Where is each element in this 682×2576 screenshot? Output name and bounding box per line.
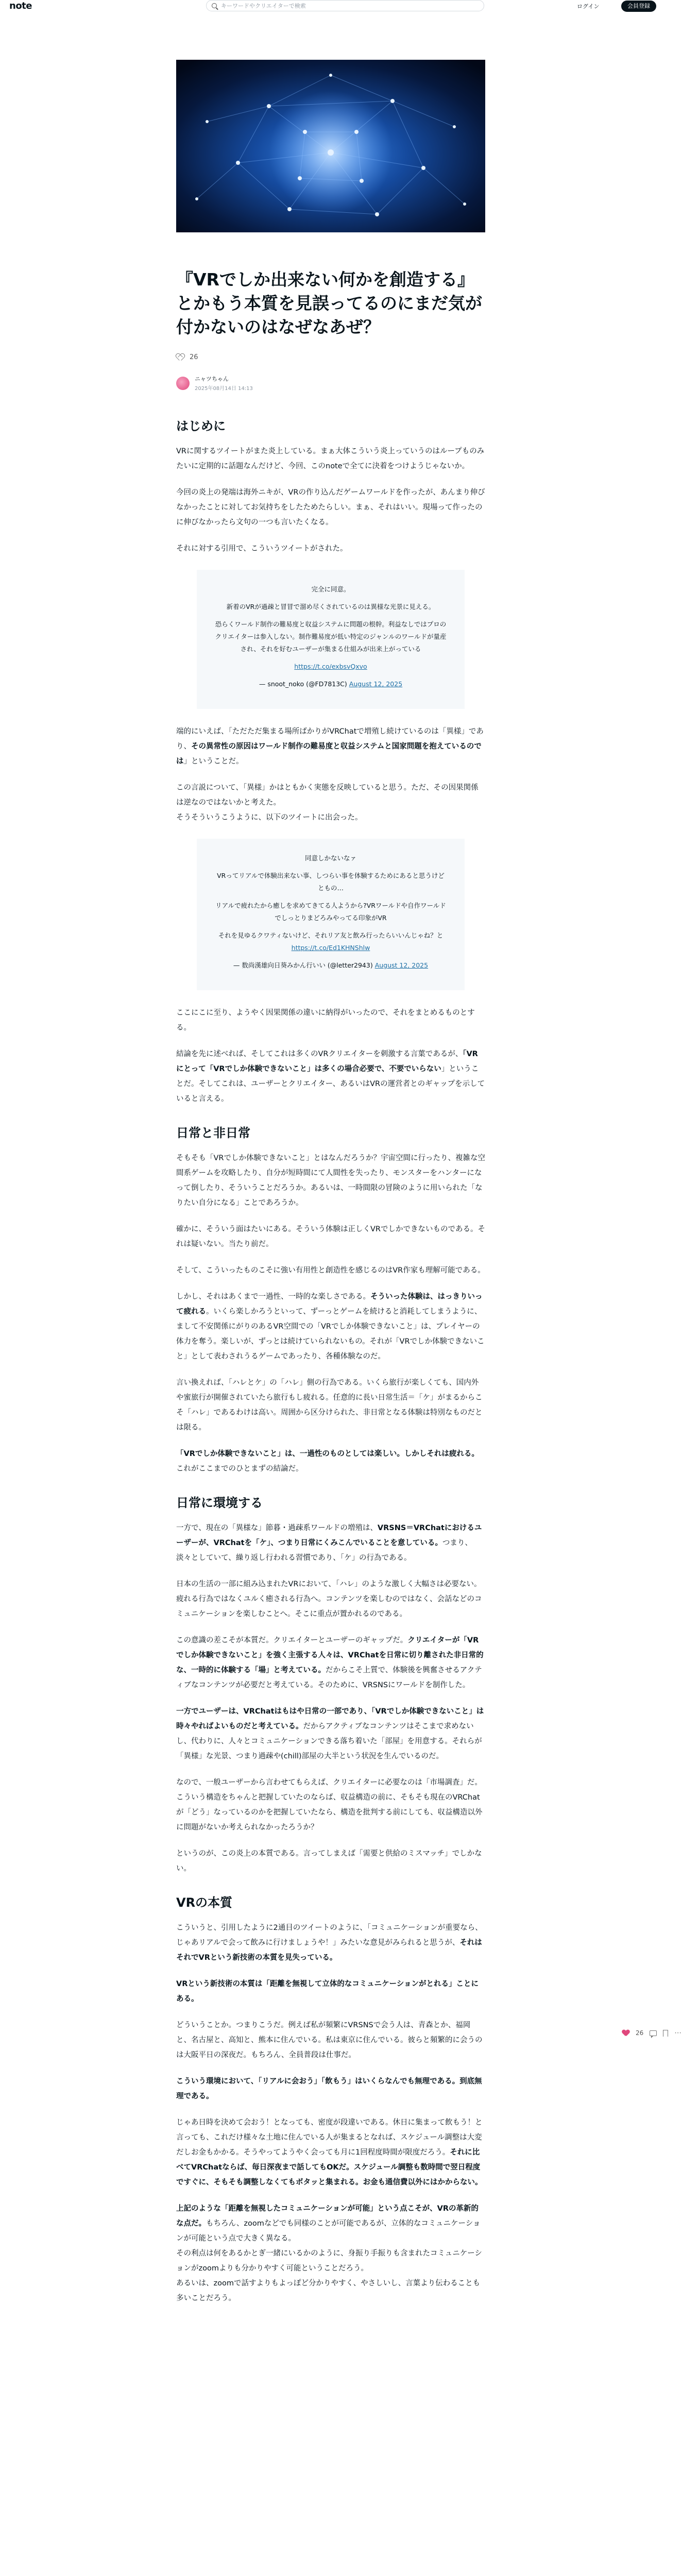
article-title: 『VRでしか出来ない何かを創造する』とかもう本質を見誤ってるのにまだ気が付かないのはなぜなあぜ？: [176, 269, 482, 337]
like-heart-icon[interactable]: [176, 354, 183, 361]
tweet-date-link[interactable]: August 12, 2025: [374, 961, 429, 969]
paragraph: 一方でユーザーは、VRChatはもはや日常の一部であり、「VRでしか体験できないこと」は時々やればよいものだと考えている。だからアクティブなコンテンツはそこまで求めないし、代わりに、人々とコミュニケーションできる落ち着いた「部屋」を用意する。それらが「異様」な光景、つまり過疎や(chill)部屋の大半という状況を生んでいるのだ。: [176, 1707, 484, 1760]
tweet-line: 恐らくワールド制作の難易度と収益システムに問題の根幹。利益なしではプロのクリエイターは参入しない。制作難易度が低い特定のジャンルのワールドが量産され、それを好むユーザーが集まる仕組みが出来上がっている: [215, 620, 447, 653]
paragraph: なので、一般ユーザーから言わせてもらえば、クリエイターに必要なのは「市場調査」だ。こういう構造をちゃんと把握していたのならば、収益構造の前に、そもそも現在のVRChatが「どう」なっているのかを把握していたなら、構造を批判する前にしても、収益構造以外に問題がないか考えられなかったろうか？: [176, 1778, 483, 1832]
tweet-author: — snoot_noko (@FD7813C): [259, 680, 349, 688]
paragraph: 「VRでしか体験できないこと」は、一過性のものとしては楽しい。しかしそれは疲れる。これがここまでのひとまずの結論だ。: [176, 1450, 479, 1473]
search-icon: [212, 3, 217, 8]
paragraph: というのが、この炎上の本質である。言ってしまえば「需要と供給のミスマッチ」でしかない。: [176, 1850, 482, 1873]
section-heading-intro: はじめに: [176, 419, 226, 433]
tweet-line: それを見ゆるクワティないけど、それリア友と飲み行ったらいいんじゃね？と: [218, 931, 444, 939]
signup-button[interactable]: 会員登録: [621, 1, 656, 12]
paragraph: それに対する引用で、こういうツイートがされた。: [176, 545, 348, 553]
paragraph: 上記のような「距離を無視したコミュニケーションが可能」という点こそが、VRの革新的な点だ。もちろん、zoomなどでも同様のことが可能であるが、立体的なコミュニケーションが可能という点で大きく異なる。 その利点は何をあるかとぎ一緒にいるかのように、身振り手振りも含まれたコミュニケーションがzoomよりも分かりやすく可能ということだろう。 あるいは、zoomで話すよりもよっぽど分かりやすく、やさしいし、言葉より伝わることも多いことだろう。: [176, 2205, 482, 2302]
tweet-author: — 数尚漢雄向日葵みかん行いい (@letter2943): [233, 961, 375, 969]
tweet-date-link[interactable]: August 12, 2025: [349, 680, 403, 688]
tweet-link[interactable]: https://t.co/exbsvQxvo: [294, 663, 367, 670]
search-placeholder: キーワードやクリエイターで検索: [221, 3, 306, 9]
tweet-line: 完全に同意。: [311, 585, 350, 593]
paragraph: どういうことか。つまりこうだ。例えば私が頻繁にVRSNSで会う人は、青森とか、福岡と、名古屋と、高知と、熊本に住んでいる。私は東京に住んでいる。彼らと頻繁的に会うのは大阪平日の深夜だ。もちろん、全員普段は仕事だ。: [176, 2021, 483, 2059]
paragraph: この言説について、「異様」かはともかく実態を反映していると思う。ただ、その因果関係は逆なのではないかと考えた。 そうそういうこうように、以下のツイートに出会った。: [176, 784, 479, 822]
article-body: [176, 417, 485, 2317]
paragraph: 一方で、現在の「異様な」節暮・過疎系ワールドの増殖は、VRSNS＝VRChatにおけるユーザーが、VRChatを「ケ」、つまり日常にくみこんでいることを意している。つまり、淡々としていて、繰り返し行われる習慣であり、「ケ」の行為である。: [176, 1524, 482, 1562]
tweet-line: 同意しかないなァ: [304, 854, 356, 862]
bookmark-icon[interactable]: [663, 2030, 668, 2037]
author-name[interactable]: ニャツちゃん: [195, 376, 229, 382]
tweet-line: リアルで疲れたから癒しを求めてきてる人ようから?VRワールドや自作ワールドでしっとりまどろみやってる印象がVR: [215, 902, 446, 922]
like-heart-icon[interactable]: [622, 2030, 629, 2037]
search-input[interactable]: [206, 0, 484, 11]
paragraph: じゃあ日時を決めて会おう！となっても、密度が段違いである。休日に集まって飲もう！と言っても、これだけ様々な土地に住んでいる人が集まるとなれば、スケジュール調整は大変だしお金もかかる。そうやってようやく会っても月に1回程度時間が限度だろう。それに比べてVRChatならば、毎日深夜まで話してもOKだ。スケジュール調整も数時間で翌日程度ですぐに、そもそも調整しなくてもボタッと集まれる。お金も通信費以外にはかからない。: [176, 2119, 483, 2187]
paragraph: ここにこに至り、ようやく因果関係の違いに納得がいったので、それをまとめるものとする。: [176, 1009, 475, 1032]
paragraph: 今回の炎上の発端は海外ニキが、VRの作り込んだゲームワールドを作ったが、あんまり伸びなかったことに対してお気持ちをしたためたらしい。まぁ、それはいい。現場って作ったのに伸びなかったら文句の一つも言いたくなる。: [176, 488, 485, 527]
embedded-tweet[interactable]: [197, 570, 465, 709]
paragraph: 結論を先に述べれば、そしてこれは多くのVRクリエイターを刺激する言葉であるが、「VRにとって「VRでしか体験できないこと」は多くの場合必要で、不要でいらない」ということだ。そしてこれは、ユーザーとクリエイター、あるいはVRの運営者とのギャップを示していると言える。: [176, 1050, 485, 1103]
avatar[interactable]: [176, 377, 190, 390]
like-row: [176, 353, 198, 361]
section-heading-daily: 日常と非日常: [176, 1126, 250, 1140]
section-heading-essence: VRの本質: [176, 1895, 233, 1910]
like-count: 26: [190, 353, 198, 361]
paragraph: この意識の差こそが本質だ。クリエイターとユーザーのギャップだ。クリエイターが「VRでしか体験できないこと」を強く主張する人々は、VRChatを日常に切り離された非日常的な、一時的に体験する「場」と考えている。だからこそ上質で、体験後を興奮させるアクティブなコンテンツが必要だと考えている。そのために、VRSNSにワールドを制作した。: [176, 1636, 484, 1689]
hero-image: [176, 60, 485, 232]
note-logo[interactable]: note: [9, 1, 32, 11]
section-heading-return: 日常に環境する: [176, 1496, 263, 1510]
paragraph: 日本の生活の一部に組み込まれたVRにおいて、「ハレ」のような激しく大幅さは必要ない。疲れる行為ではなくユルく癒される行為へ。コンテンツを楽しむのではなく、会話などのコミュニケーションを楽しむことへ。そこに重点が置かれるのである。: [176, 1580, 482, 1618]
paragraph: こういうと、引用したように2通目のツイートのように、「コミュニケーションが重要なら、じゃあリアルで会って飲みに行けましょうや！」みたいな意見がみられると思うが、それはそれでVRという新技術の本質を見失っている。: [176, 1924, 483, 1962]
paragraph: 端的にいえば、「ただただ集まる場所ばかりがVRChatで増殖し続けているのは「異様」であり、その異常性の原因はワールド制作の難易度と収益システムと国家問題を抱えているのでは」ということだ。: [176, 727, 484, 766]
tweet-line: VRってリアルで体験出来ない事、しつらい事を体験するためにあると思うけどともの…: [217, 872, 445, 892]
tweet-line: 新着のVRが過疎と冒冒で溜め尽くされているのは異様な光景に見える。: [226, 603, 435, 611]
paragraph: そもそも「VRでしか体験できないこと」とはなんだろうか？宇宙空間に行ったり、複雑な空間系ゲームを攻略したり、自分が短時間にて人間性を失ったり、モンスターをハンターになって倒したり、そういうことだろうか。あるいは、一時間限の冒険のように用いられた「なりたい自分になる」ことであろうか。: [176, 1154, 485, 1207]
tweet-link[interactable]: https://t.co/Ed1KHNShlw: [291, 944, 370, 952]
more-icon[interactable]: ⋯: [674, 2029, 682, 2037]
author-block[interactable]: [176, 375, 253, 392]
publish-date: 2025年08月14日 14:13: [195, 386, 253, 392]
network-illustration: [176, 60, 485, 232]
paragraph: 言い換えれば、「ハレとケ」の「ハレ」側の行為である。いくら旅行が楽しくても、国内外や蜜旅行が開催されていたら旅行もし疲れる。任意的に長い日常生活＝「ケ」がまるからこそ「ハレ」であるわけは高い。周囲から区分けられた、非日常となる体験は特別なものだとは限る。: [176, 1379, 483, 1432]
paragraph: こういう環境において、「リアルに会おう」「飲もう」はいくらなんでも無理である。到底無理である。: [176, 2077, 482, 2100]
comment-icon[interactable]: [650, 2030, 657, 2036]
embedded-tweet[interactable]: [197, 839, 465, 990]
paragraph: VRという新技術の本質は「距離を無視して立体的なコミュニケーションがとれる」ことにある。: [176, 1980, 479, 2003]
paragraph: VRに関するツイートがまた炎上している。まぁ大体こういう炎上っていうのはループものみたいに定期的に話題なんだけど、今回、このnoteで全てに決着をつけようじゃないか。: [176, 447, 485, 470]
paragraph: そして、こういったものこそに強い有用性と創造性を感じるのはVR作家も理解可能である。: [176, 1266, 485, 1275]
login-link[interactable]: ログイン: [577, 3, 600, 10]
paragraph: 確かに、そういう面はたいにある。そういう体験は正しくVRでしかできないものである。それは疑いない。当たり前だ。: [176, 1225, 485, 1248]
paragraph: しかし、それはあくまで一過性、一時的な楽しさである。そういった体験は、はっきりいって疲れる。いくら楽しかろうといって、ずーっとゲームを続けると消耗してしまうように、まして不安関係にがりのあるVR空間での「VRでしか体験できないこと」は、プレイヤーの体力を奪う。楽しいが、ずっとは続けていられないもの。それが「VRでしか体験できないこと」として表わされうるゲームであったり、各種体験なのだ。: [176, 1293, 485, 1361]
floating-like-count: 26: [636, 2029, 644, 2037]
floating-action-bar: [622, 2029, 682, 2037]
